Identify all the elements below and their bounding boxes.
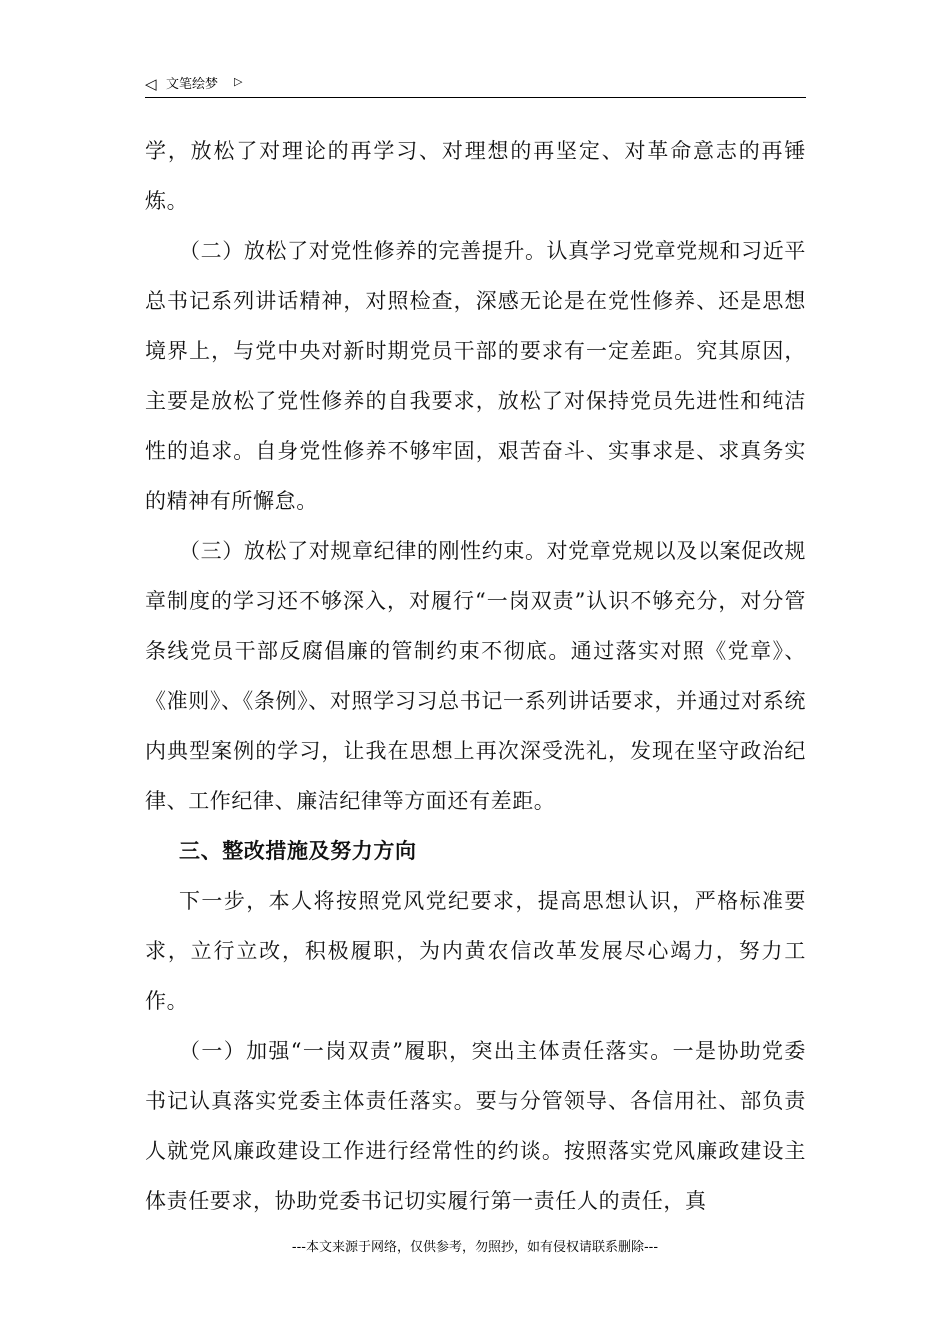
paragraph-item-2: （二）放松了对党性修养的完善提升。认真学习党章党规和习近平总书记系列讲话精神，对照检查，深感无论是在党性修养、还是思想境界上，与党中央对新时期党员干部的要求有一定差距。究其原因，主要是放松了党性修养的自我要求，放松了对保持党员先进性和纯洁性的追求。自身党性修养不够牢固，艰苦奋斗、实事求是、求真务实的精神有所懈怠。: [145, 239, 806, 513]
triangle-left-icon: ◁: [145, 75, 157, 93]
header-brand: 文笔绘梦: [166, 77, 219, 92]
document-body: [145, 126, 806, 1226]
paragraph-continuation: 学，放松了对理论的再学习、对理想的再坚定、对革命意志的再锤炼。: [145, 139, 806, 213]
page-header: [145, 74, 806, 98]
paragraph-intro: 下一步，本人将按照党风党纪要求，提高思想认识，严格标准要求，立行立改，积极履职，为内黄农信改革发展尽心竭力，努力工作。: [145, 889, 806, 1013]
paragraph-item-3: （三）放松了对规章纪律的刚性约束。对党章党规以及以案促改规章制度的学习还不够深入，对履行“一岗双责”认识不够充分，对分管条线党员干部反腐倡廉的管制约束不彻底。通过落实对照《党章》、《准则》、《条例》、对照学习习总书记一系列讲话要求，并通过对系统内典型案例的学习，让我在思想上再次深受洗礼，发现在坚守政治纪律、工作纪律、廉洁纪律等方面还有差距。: [145, 539, 806, 813]
paragraph-measure-1: （一）加强“一岗双责”履职，突出主体责任落实。一是协助党委书记认真落实党委主体责任落实。要与分管领导、各信用社、部负责人就党风廉政建设工作进行经常性的约谈。按照落实党风廉政建设主体责任要求，协助党委书记切实履行第一责任人的责任，真: [145, 1039, 806, 1213]
triangle-right-icon: ▷: [234, 75, 243, 88]
section-heading: 三、整改措施及努力方向: [179, 839, 417, 863]
footer-notice: ---本文来源于网络，仅供参考，勿照抄，如有侵权请联系删除---: [291, 1240, 659, 1255]
